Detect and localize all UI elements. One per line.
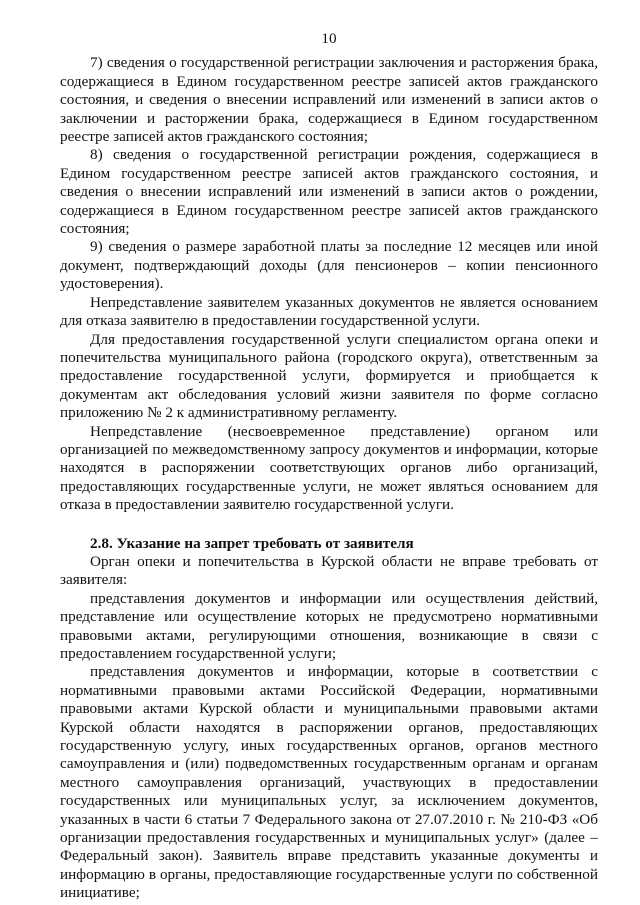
- paragraph-prohibition-intro: Орган опеки и попечительства в Курской области не вправе требовать от заявителя:: [60, 552, 598, 589]
- paragraph-inspection-act: Для предоставления государственной услуги специалистом органа опеки и попечительства муниципального района (городского округа), ответственным за предоставление государственной услуги, формируется и приобщается к документам акт обследования условий жизни заявителя по форме согласно приложению № 2 к административному регламенту.: [60, 330, 598, 422]
- paragraph-prohibition-2: представления документов и информации, которые в соответствии с нормативными правовыми актами Российской Федерации, нормативными правовыми актами Курской области и муниципальными правовыми актами Курской области находятся в распоряжении органов, предоставляющих государственную услугу, иных государственных органов, органов местного самоуправления и (или) подведомственных государственным органам и органам местного самоуправления организаций, участвующих в предоставлении государственных или муниципальных услуг, за исключением документов, указанных в части 6 статьи 7 Федерального закона от 27.07.2010 г. № 210-ФЗ «Об организации предоставления государственных и муниципальных услуг» (далее – Федеральный закон). Заявитель вправе представить указанные документы и информацию в органы, предоставляющие государственные услуги по собственной инициативе;: [60, 663, 598, 902]
- paragraph-item-7: 7) сведения о государственной регистрации заключения и расторжения брака, содержащиеся в Едином государственном реестре записей актов гражданского состояния, и сведения о внесении исправлений или изменений в записи актов о заключении и расторжении брака, содержащиеся в Едином государственном реестре записей актов гражданского состояния;: [60, 54, 598, 146]
- paragraph-interagency-request: Непредставление (несвоевременное представление) органом или организацией по межведомственному запросу документов и информации, которые находятся в распоряжении соответствующих органов либо организаций, предоставляющих государственные услуги, не может являться основанием для отказа в предоставлении заявителю государственной услуги.: [60, 422, 598, 514]
- paragraph-non-submission: Непредставление заявителем указанных документов не является основанием для отказа заявителю в предоставлении государственной услуги.: [60, 293, 598, 330]
- page-number: 10: [321, 30, 337, 47]
- document-page: [60, 30, 598, 903]
- paragraph-item-9: 9) сведения о размере заработной платы за последние 12 месяцев или иной документ, подтверждающий доходы (для пенсионеров – копии пенсионного удостоверения).: [60, 238, 598, 293]
- paragraph-prohibition-1: представления документов и информации или осуществления действий, представление или осуществление которых не предусмотрено нормативными правовыми актами, регулирующими отношения, возникающие в связи с предоставлением государственной услуги;: [60, 589, 598, 662]
- paragraph-item-8: 8) сведения о государственной регистрации рождения, содержащиеся в Едином государственном реестре записей актов гражданского состояния, и сведения о внесении исправлений или изменений в записи актов о рождении, содержащиеся в Едином государственном реестре записей актов гражданского состояния;: [60, 146, 598, 238]
- section-heading: 2.8. Указание на запрет требовать от заявителя: [90, 534, 414, 552]
